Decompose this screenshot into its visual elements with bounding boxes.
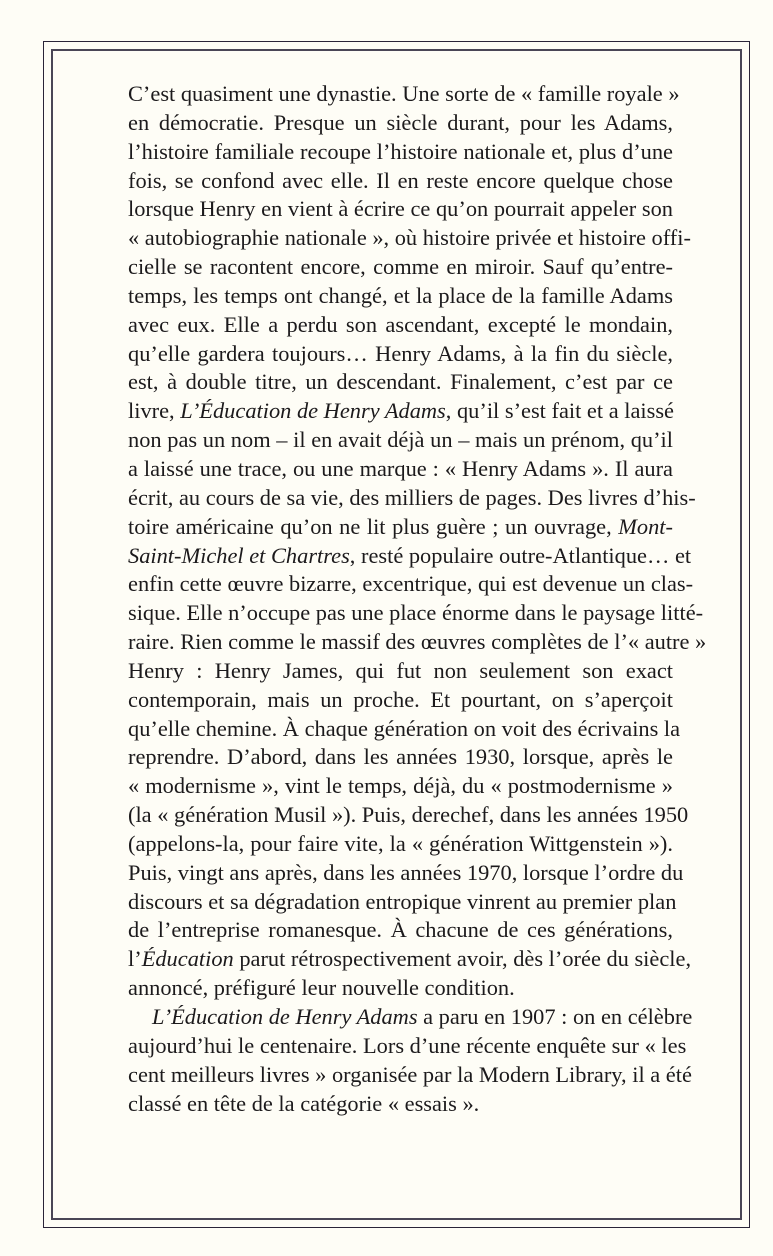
text-line [128, 628, 707, 657]
text-run: reprendre. D’abord, dans les années 1930, lorsque, après le [128, 744, 673, 770]
text-run: C’est quasiment une dynastie. Une sorte de « famille royale » [128, 81, 680, 106]
text-run: l’ [128, 946, 142, 972]
text-run: Puis, vingt ans après, dans les années 1970, lorsque l’ordre du [128, 859, 684, 885]
text-line [128, 542, 692, 571]
text-run: de l’entreprise romanesque. À chacune de ces générations, [128, 917, 673, 943]
text-run: classé en tête de la catégorie « essais ». [128, 1090, 480, 1116]
text-run: Henry : Henry James, qui fut non seulement son exact [128, 657, 673, 683]
text-line [128, 1090, 673, 1119]
text-line [128, 426, 673, 455]
text-line [128, 830, 673, 859]
text-run: avec eux. Elle a perdu son ascendant, excepté le mondain, [128, 311, 673, 337]
text-line [128, 1003, 693, 1032]
italic-title: Éducation [141, 946, 234, 972]
text-run: « modernisme », vint le temps, déjà, du « postmodernisme » [128, 773, 673, 799]
text-run: en démocratie. Presque un siècle durant, pour les Adams, [128, 109, 673, 135]
text-line [128, 859, 684, 888]
text-line [128, 772, 673, 801]
text-line [128, 599, 704, 628]
paragraph [128, 1003, 693, 1118]
text-line [128, 1032, 687, 1061]
text-line [128, 1061, 692, 1090]
text-line [128, 109, 673, 138]
text-line [128, 455, 673, 484]
text-line [128, 974, 673, 1003]
text-run: aujourd’hui le centenaire. Lors d’une récente enquête sur « les [128, 1032, 687, 1058]
text-line [128, 570, 694, 599]
text-run: , resté populaire outre-Atlantique… et [349, 542, 692, 568]
text-run: sique. Elle n’occupe pas une place énorme dans le paysage litté- [128, 600, 704, 626]
text-line [128, 167, 673, 196]
text-line [128, 224, 691, 253]
text-run: « autobiographie nationale », où histoire privée et histoire offi- [128, 225, 691, 251]
paragraph [128, 80, 707, 1003]
text-line [128, 513, 673, 542]
text-run: non pas un nom – il en avait déjà un – mais un prénom, qu’il [128, 427, 673, 453]
text-line [128, 368, 673, 397]
italic-title: L’Éducation de Henry Adams [152, 1004, 418, 1029]
text-run: , qu’il s’est fait et a laissé [445, 398, 674, 424]
text-run: a paru en 1907 : on en célèbre [417, 1004, 693, 1029]
text-line [128, 80, 680, 109]
text-run: fois, se confond avec elle. Il en reste encore quelque chose [128, 167, 673, 193]
text-run: écrit, au cours de sa vie, des milliers de pages. Des livres d’his- [128, 484, 696, 510]
text-run: discours et sa dégradation entropique vinrent au premier plan [128, 888, 677, 914]
text-line [128, 311, 673, 340]
text-run: (la « génération Musil »). Puis, derechef, dans les années 1950 [128, 802, 689, 828]
text-run: est, à double titre, un descendant. Finalement, c’est par ce [128, 369, 673, 395]
text-line [128, 484, 696, 513]
text-run: parut rétrospectivement avoir, dès l’orée du siècle, [233, 946, 692, 972]
text-run: a laissé une trace, ou une marque : « Henry Adams ». Il aura [128, 455, 673, 481]
text-line [128, 916, 673, 945]
text-run: annoncé, préfiguré leur nouvelle condition. [128, 975, 515, 1001]
text-run: cielle se racontent encore, comme en miroir. Sauf qu’entre- [128, 254, 673, 280]
text-line [128, 715, 681, 744]
text-line [128, 340, 673, 369]
text-line [128, 743, 673, 772]
text-run: lorsque Henry en vient à écrire ce qu’on pourrait appeler son [128, 196, 673, 222]
text-line [128, 282, 673, 311]
text-run: temps, les temps ont changé, et la place de la famille Adams [128, 282, 673, 308]
text-line [128, 397, 673, 426]
text-run: l’histoire familiale recoupe l’histoire nationale et, plus d’une [128, 138, 673, 164]
text-line [128, 801, 689, 830]
text-line [128, 195, 673, 224]
text-run: qu’elle chemine. À chaque génération on voit des écrivains la [128, 715, 681, 741]
italic-title: Saint-Michel et Chartres [128, 542, 350, 568]
text-line [128, 253, 673, 282]
text-line [128, 138, 673, 167]
body-text [128, 80, 707, 1118]
text-run: raire. Rien comme le massif des œuvres complètes de l’« autre » [128, 629, 707, 655]
text-run: livre, [128, 398, 181, 424]
text-run: enfin cette œuvre bizarre, excentrique, qui est devenue un clas- [128, 571, 694, 597]
text-run: cent meilleurs livres » organisée par la Modern Library, il a été [128, 1061, 692, 1087]
text-run: contemporain, mais un proche. Et pourtant, on s’aperçoit [128, 686, 673, 712]
text-run: toire américaine qu’on ne lit plus guère ; un ouvrage, [128, 513, 619, 539]
italic-title: Mont- [618, 513, 673, 539]
text-line [128, 657, 673, 686]
text-line [128, 945, 692, 974]
text-line [128, 888, 677, 917]
italic-title: L’Éducation de Henry Adams [180, 398, 446, 424]
text-line [128, 686, 673, 715]
text-run: (appelons-la, pour faire vite, la « génération Wittgenstein »). [128, 830, 673, 856]
text-run: qu’elle gardera toujours… Henry Adams, à la fin du siècle, [128, 340, 673, 366]
